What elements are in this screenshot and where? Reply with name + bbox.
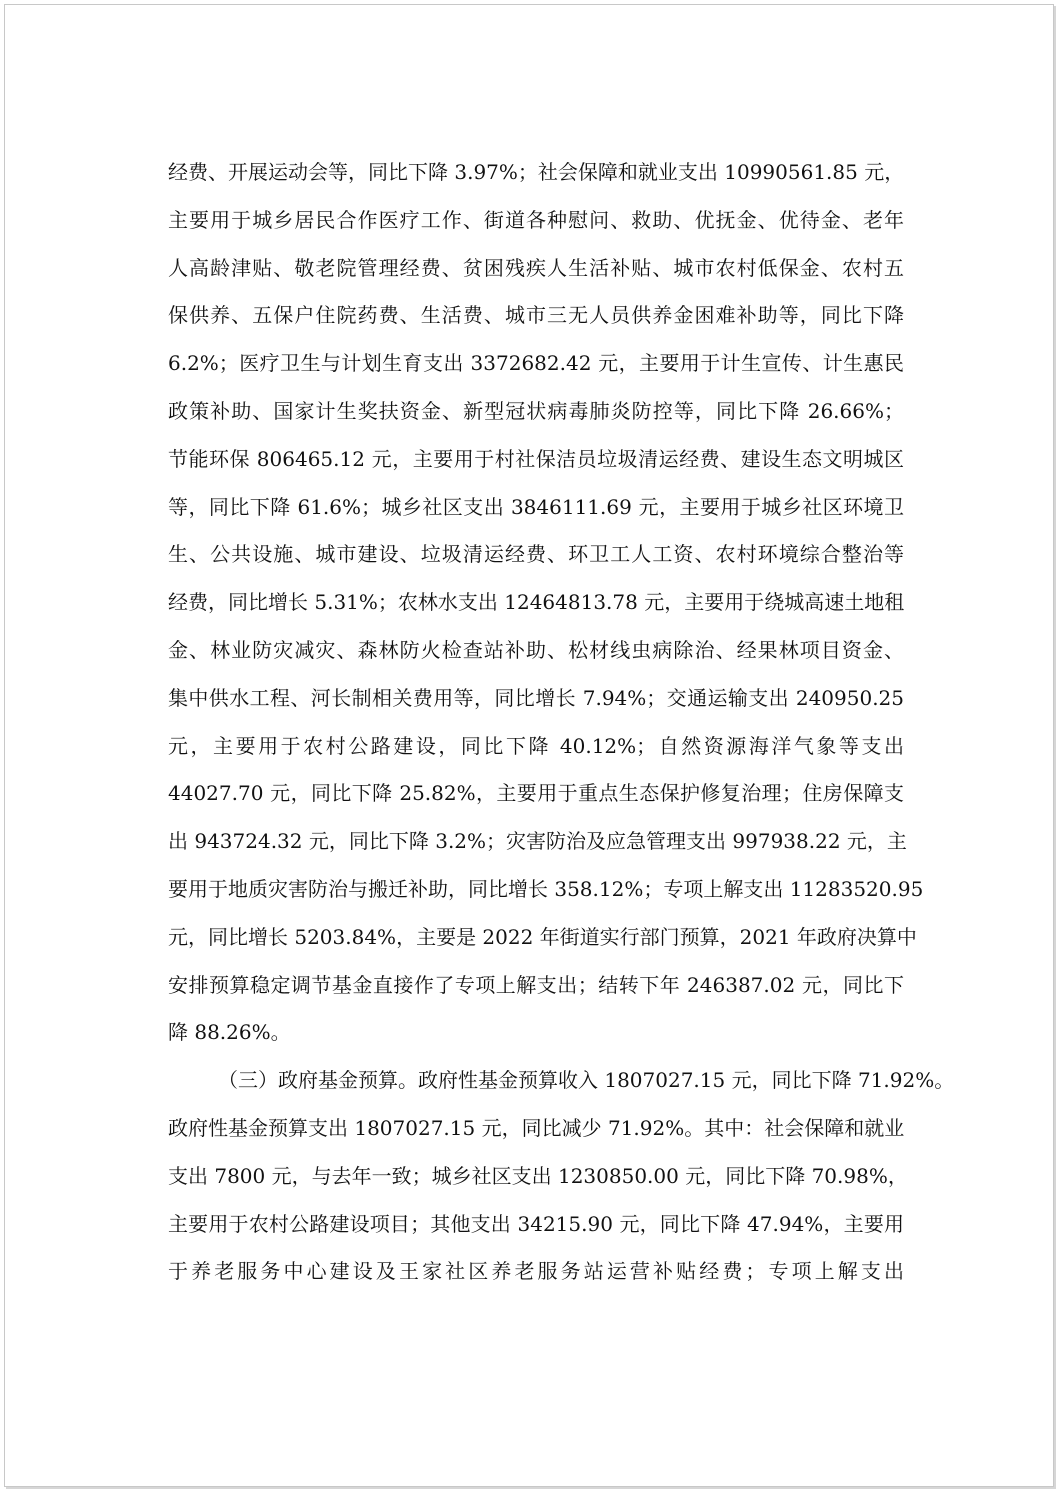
text-line: 要用于地质灾害防治与搬迁补助，同比增长 358.12%；专项上解支出 11283520.95 bbox=[168, 876, 924, 901]
text-line: 元，主要用于农村公路建设，同比下降 40.12%；自然资源海洋气象等支出 bbox=[168, 733, 904, 758]
text-line: 出 943724.32 元，同比下降 3.2%；灾害防治及应急管理支出 997938.22 元，主 bbox=[168, 829, 907, 854]
text-line: 元，同比增长 5203.84%，主要是 2022 年街道实行部门预算，2021 年政府决算中 bbox=[168, 924, 917, 949]
text-line: 政府性基金预算支出 1807027.15 元，同比减少 71.92%。其中：社会保障和就业 bbox=[168, 1115, 905, 1140]
text-line: 金、林业防灾减灾、森林防火检查站补助、松材线虫病除治、经果林项目资金、 bbox=[168, 637, 904, 662]
text-line: 降 88.26%。 bbox=[168, 1020, 291, 1045]
text-line: 6.2%；医疗卫生与计划生育支出 3372682.42 元，主要用于计生宣传、计生惠民 bbox=[168, 351, 904, 376]
text-line: 主要用于农村公路建设项目；其他支出 34215.90 元，同比下降 47.94%，主要用 bbox=[168, 1211, 904, 1236]
paragraph-expenditure bbox=[168, 149, 924, 1057]
text-line: 生、公共设施、城市建设、垃圾清运经费、环卫工人工资、农村环境综合整治等 bbox=[168, 542, 904, 567]
text-line: 政策补助、国家计生奖扶资金、新型冠状病毒肺炎防控等，同比下降 26.66%； bbox=[168, 398, 904, 423]
text-line: 经费，同比增长 5.31%；农林水支出 12464813.78 元，主要用于绕城高速土地租 bbox=[168, 590, 905, 615]
text-line: 等，同比下降 61.6%；城乡社区支出 3846111.69 元，主要用于城乡社区环境卫 bbox=[168, 494, 904, 519]
text-line: 安排预算稳定调节基金直接作了专项上解支出；结转下年 246387.02 元，同比下 bbox=[168, 972, 904, 997]
text-line: 人高龄津贴、敬老院管理经费、贫困残疾人生活补贴、城市农村低保金、农村五 bbox=[168, 255, 904, 280]
paragraph-government-fund-budget bbox=[168, 1057, 955, 1296]
text-line: 于养老服务中心建设及王家社区养老服务站运营补贴经费；专项上解支出 bbox=[168, 1259, 904, 1284]
text-line: 经费、开展运动会等，同比下降 3.97%；社会保障和就业支出 10990561.85 元， bbox=[168, 160, 905, 184]
text-line: 节能环保 806465.12 元，主要用于村社保洁员垃圾清运经费、建设生态文明城区 bbox=[168, 446, 904, 471]
text-line: （三）政府基金预算。政府性基金预算收入 1807027.15 元，同比下降 71.92%。 bbox=[218, 1068, 955, 1093]
text-line: 44027.70 元，同比下降 25.82%，主要用于重点生态保护修复治理；住房保障支 bbox=[168, 781, 904, 806]
text-line: 主要用于城乡居民合作医疗工作、街道各种慰问、救助、优抚金、优待金、老年 bbox=[168, 207, 904, 232]
text-line: 支出 7800 元，与去年一致；城乡社区支出 1230850.00 元，同比下降 70.98%， bbox=[168, 1163, 908, 1188]
body-text bbox=[168, 149, 955, 1296]
document-page bbox=[4, 4, 1054, 1487]
text-line: 集中供水工程、河长制相关费用等，同比增长 7.94%；交通运输支出 240950.25 bbox=[168, 685, 904, 710]
text-line: 保供养、五保户住院药费、生活费、城市三无人员供养金困难补助等，同比下降 bbox=[168, 303, 904, 328]
